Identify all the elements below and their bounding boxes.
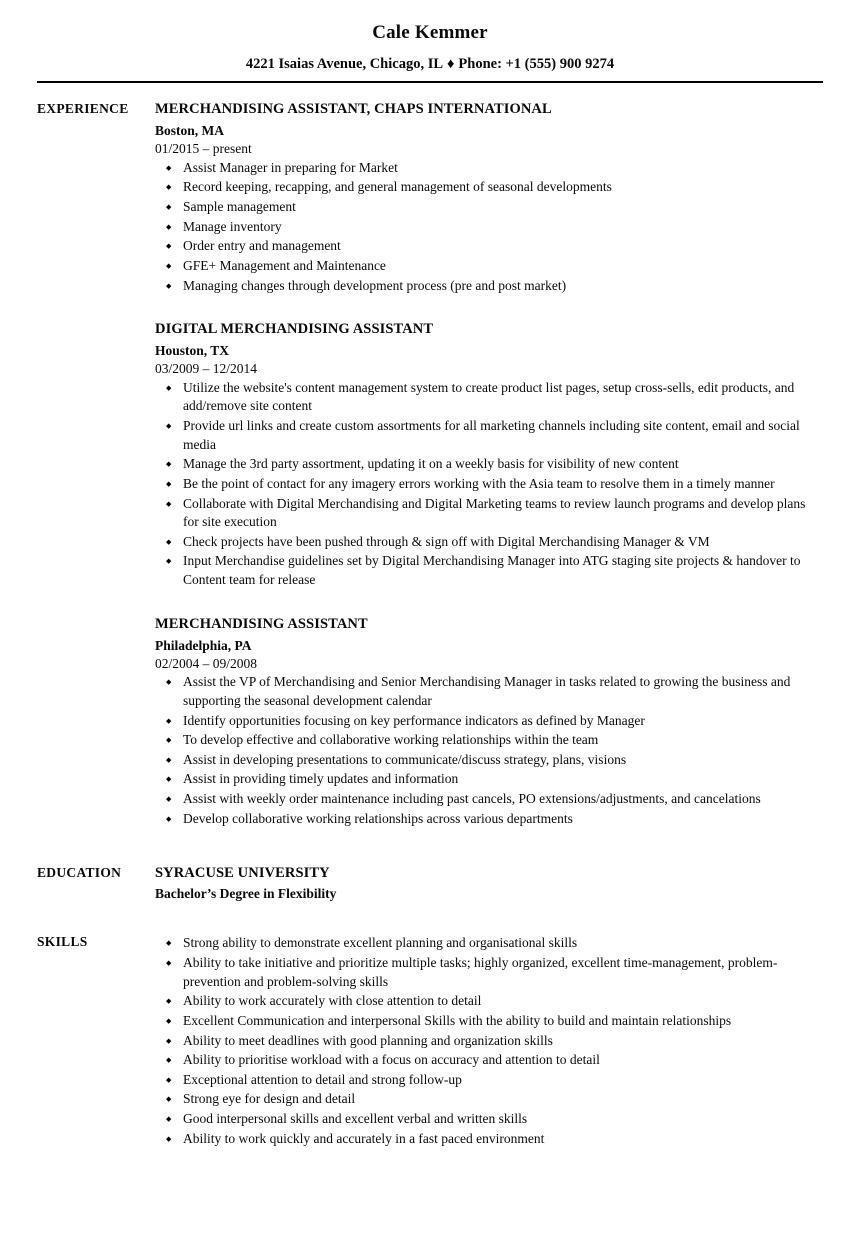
diamond-separator-icon: ♦	[447, 55, 455, 72]
list-item: ◆ Ability to prioritise workload with a focus on accuracy and attention to detail	[155, 1051, 813, 1070]
list-item: ◆ Input Merchandise guidelines set by Digital Merchandising Manager into ATG staging site projects & handover to Content team for release	[155, 552, 813, 589]
list-item: ◆ Good interpersonal skills and excellent verbal and written skills	[155, 1110, 813, 1129]
list-item: ◆ Provide url links and create custom assortments for all marketing channels including site content, email and social media	[155, 417, 813, 454]
list-item: ◆ Assist the VP of Merchandising and Senior Merchandising Manager in tasks related to growing the business and supporting the seasonal development calendar	[155, 673, 813, 710]
list-item: ◆ Utilize the website's content management system to create product list pages, setup cross-sells, edit products, and add/remove site content	[155, 379, 813, 416]
education-body	[155, 864, 813, 903]
resume-header	[0, 0, 860, 73]
list-item: ◆ Order entry and management	[155, 237, 813, 256]
job-location: Philadelphia, PA	[155, 637, 252, 653]
job-responsibility-list	[155, 673, 813, 828]
contact-phone: Phone: +1 (555) 900 9274	[458, 55, 615, 72]
job-dates: 03/2009 – 12/2014	[155, 361, 258, 377]
list-item: ◆ Develop collaborative working relationships across various departments	[155, 810, 813, 829]
job-title: MERCHANDISING ASSISTANT, CHAPS INTERNATIONAL	[155, 101, 552, 118]
list-item: ◆ Assist in providing timely updates and information	[155, 770, 813, 789]
job-responsibility-list	[155, 379, 813, 590]
list-item: ◆ Be the point of contact for any imagery errors working with the Asia team to resolve them in a timely manner	[155, 475, 813, 494]
candidate-name: Cale Kemmer	[372, 22, 488, 43]
job-title: MERCHANDISING ASSISTANT	[155, 615, 368, 632]
list-item: ◆ Strong ability to demonstrate excellent planning and organisational skills	[155, 934, 813, 953]
list-item: ◆ Ability to take initiative and prioritize multiple tasks; highly organized, excellent time-management, problem-prevention and problem-solving skills	[155, 954, 813, 991]
job-entry	[155, 615, 813, 829]
list-item: ◆ Manage inventory	[155, 218, 813, 237]
job-responsibility-list	[155, 159, 813, 295]
education-degree: Bachelor’s Degree in Flexibility	[155, 886, 337, 902]
list-item: ◆ Managing changes through development process (pre and post market)	[155, 277, 813, 296]
section-skills	[0, 933, 860, 1148]
list-item: ◆ To develop effective and collaborative working relationships within the team	[155, 731, 813, 750]
section-label-experience: EXPERIENCE	[37, 101, 129, 117]
list-item: ◆ Assist with weekly order maintenance including past cancels, PO extensions/adjustments, and cancelations	[155, 790, 813, 809]
list-item: ◆ Excellent Communication and interpersonal Skills with the ability to build and maintain relationships	[155, 1012, 813, 1031]
section-label-skills: SKILLS	[37, 934, 88, 950]
list-item: ◆ Ability to work quickly and accurately in a fast paced environment	[155, 1130, 813, 1149]
list-item: ◆ Collaborate with Digital Merchandising and Digital Marketing teams to review launch programs and develop plans for site execution	[155, 495, 813, 532]
education-school: SYRACUSE UNIVERSITY	[155, 865, 330, 882]
list-item: ◆ Exceptional attention to detail and strong follow-up	[155, 1071, 813, 1090]
header-divider	[37, 81, 823, 83]
list-item: ◆ Identify opportunities focusing on key performance indicators as defined by Manager	[155, 712, 813, 731]
list-item: ◆ GFE+ Management and Maintenance	[155, 257, 813, 276]
list-item: ◆ Check projects have been pushed through & sign off with Digital Merchandising Manager & VM	[155, 533, 813, 552]
job-entry	[155, 320, 813, 589]
list-item: ◆ Assist Manager in preparing for Market	[155, 159, 813, 178]
skills-body	[155, 933, 813, 1148]
contact-address: 4221 Isaias Avenue, Chicago, IL	[245, 55, 444, 72]
list-item: ◆ Sample management	[155, 198, 813, 217]
list-item: ◆ Assist in developing presentations to communicate/discuss strategy, plans, visions	[155, 751, 813, 770]
job-entry	[155, 100, 813, 295]
list-item: ◆ Record keeping, recapping, and general management of seasonal developments	[155, 178, 813, 197]
job-dates: 01/2015 – present	[155, 141, 252, 157]
experience-body	[155, 100, 813, 828]
list-item: ◆ Ability to work accurately with close attention to detail	[155, 992, 813, 1011]
contact-line	[0, 56, 860, 73]
job-location: Boston, MA	[155, 123, 225, 139]
list-item: ◆ Ability to meet deadlines with good planning and organization skills	[155, 1032, 813, 1051]
section-experience	[0, 100, 860, 828]
job-dates: 02/2004 – 09/2008	[155, 655, 258, 671]
skills-list	[155, 934, 813, 1148]
list-item: ◆ Manage the 3rd party assortment, updating it on a weekly basis for visibility of new content	[155, 455, 813, 474]
job-title: DIGITAL MERCHANDISING ASSISTANT	[155, 321, 434, 338]
list-item: ◆ Strong eye for design and detail	[155, 1090, 813, 1109]
job-location: Houston, TX	[155, 343, 230, 359]
section-label-education: EDUCATION	[37, 865, 122, 881]
section-education	[0, 864, 860, 903]
